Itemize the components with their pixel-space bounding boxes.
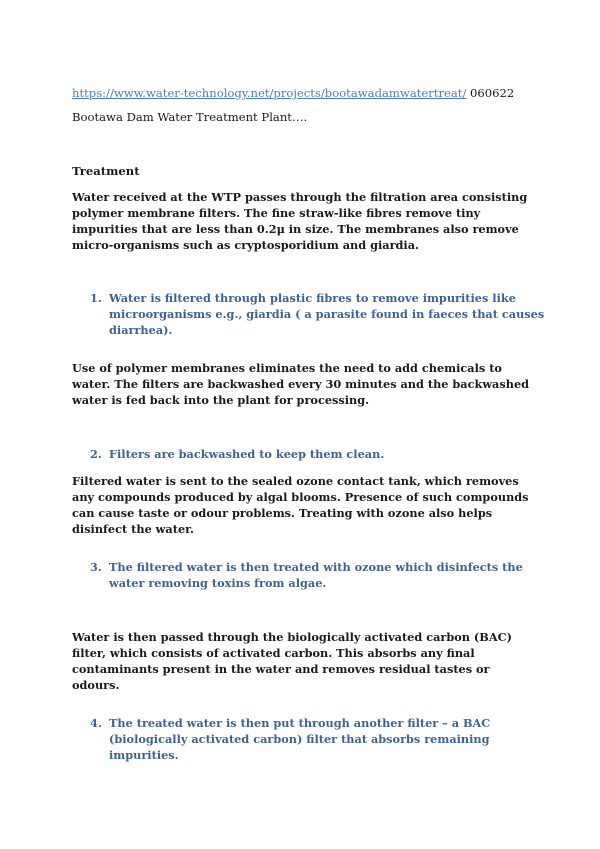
paragraph-ozone: Filtered water is sent to the sealed ozone contact tank, which removes any compounds produced by algal blooms. Presence of such compounds can cause taste or odour problems. Treating with ozone also helps disinfect the water. [72,474,529,536]
date-code: 060622 [470,86,515,100]
source-link[interactable]: https://www.water-technology.net/projects/bootawadamwatertreat/ [72,86,467,100]
section-heading: Treatment [72,164,140,178]
list-number: 2. [90,447,102,461]
list-item-2 [90,446,549,462]
source-line [72,86,514,100]
paragraph-backwash: Use of polymer membranes eliminates the need to add chemicals to water. The filters are backwashed every 30 minutes and the backwashed water is fed back into the plant for processing. [72,361,530,407]
document-subtitle: Bootawa Dam Water Treatment Plant…. [72,110,308,124]
list-item-4 [90,715,549,763]
list-number: 3. [90,560,102,574]
list-item-3 [90,559,549,591]
list-item-1 [90,290,549,338]
list-number: 4. [90,716,102,730]
list-text: Filters are backwashed to keep them clean. [109,447,385,461]
list-text: The filtered water is then treated with ozone which disinfects the water removing toxins from algae. [109,560,523,590]
paragraph-bac: Water is then passed through the biologically activated carbon (BAC) filter, which consists of activated carbon. This absorbs any final contaminants present in the water and removes residual tastes or odours. [72,630,512,692]
list-number: 1. [90,291,102,305]
paragraph-filtration: Water received at the WTP passes through the filtration area consisting polymer membrane filters. The fine straw-like fibres remove tiny impurities that are less than 0.2μ in size. The membranes also remove micro-organisms such as cryptosporidium and giardia. [72,190,528,252]
list-text: The treated water is then put through another filter – a BAC (biologically activated carbon) filter that absorbs remaining impurities. [109,716,491,762]
list-text: Water is filtered through plastic fibres to remove impurities like microorganisms e.g., giardia ( a parasite found in faeces that causes diarrhea). [109,291,545,337]
